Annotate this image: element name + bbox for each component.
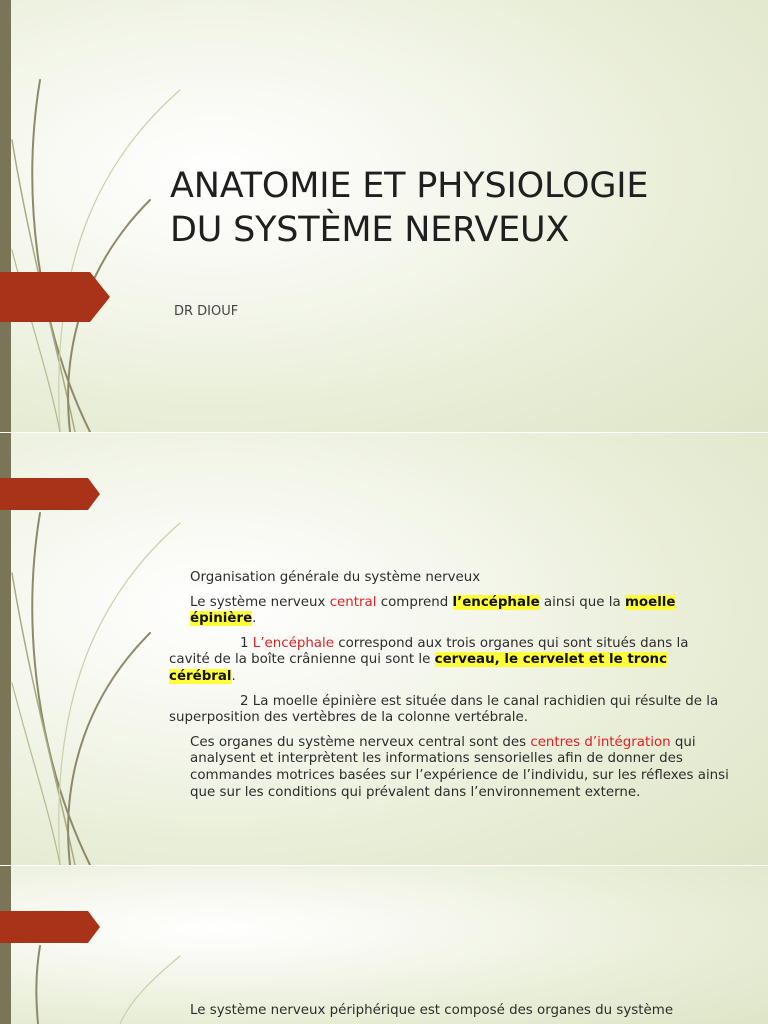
- slide-3[interactable]: [0, 866, 768, 1024]
- slide-content: [169, 1003, 729, 1024]
- slide-1[interactable]: [0, 0, 768, 432]
- author-subtitle: DR DIOUF: [174, 304, 239, 319]
- list-item: Le système nerveux central comprend l’encéphale ainsi que la moelle épinière.: [190, 594, 676, 627]
- title-line-2: DU SYSTÈME NERVEUX: [170, 210, 570, 250]
- slide-content: [169, 570, 729, 809]
- title-line-1: ANATOMIE ET PHYSIOLOGIE: [170, 166, 649, 206]
- decorative-swirl-lines: [0, 866, 200, 1024]
- presentation-title: [170, 164, 750, 252]
- paragraph-encephale: 1 L’encéphale correspond aux trois organes qui sont situés dans la cavité de la boîte crânienne qui sont le cerveau, le cervelet et le tronc cérébral.: [169, 635, 689, 684]
- paragraph-moelle: 2 La moelle épinière est située dans le canal rachidien qui résulte de la superposition des vertèbres de la colonne vertébrale.: [169, 693, 719, 726]
- list-item: Ces organes du système nerveux central sont des centres d’intégration qui analysent et interprètent les informations sensorielles afin de donner des commandes motrices basées sur l’expérience de l’individu, sur les réflexes ainsi que sur les conditions qui prévalent dans l’environnement externe.: [190, 734, 729, 800]
- slide-tab-marker: [0, 272, 110, 322]
- list-item: Organisation générale du système nerveux: [190, 570, 481, 585]
- left-accent-bar: [0, 0, 11, 432]
- slide-tab-marker: [0, 911, 110, 943]
- slide-2[interactable]: [0, 433, 768, 865]
- slide-tab-marker: [0, 478, 110, 510]
- list-item: Le système nerveux périphérique est composé des organes du système: [190, 1003, 674, 1018]
- left-accent-bar: [0, 866, 11, 1024]
